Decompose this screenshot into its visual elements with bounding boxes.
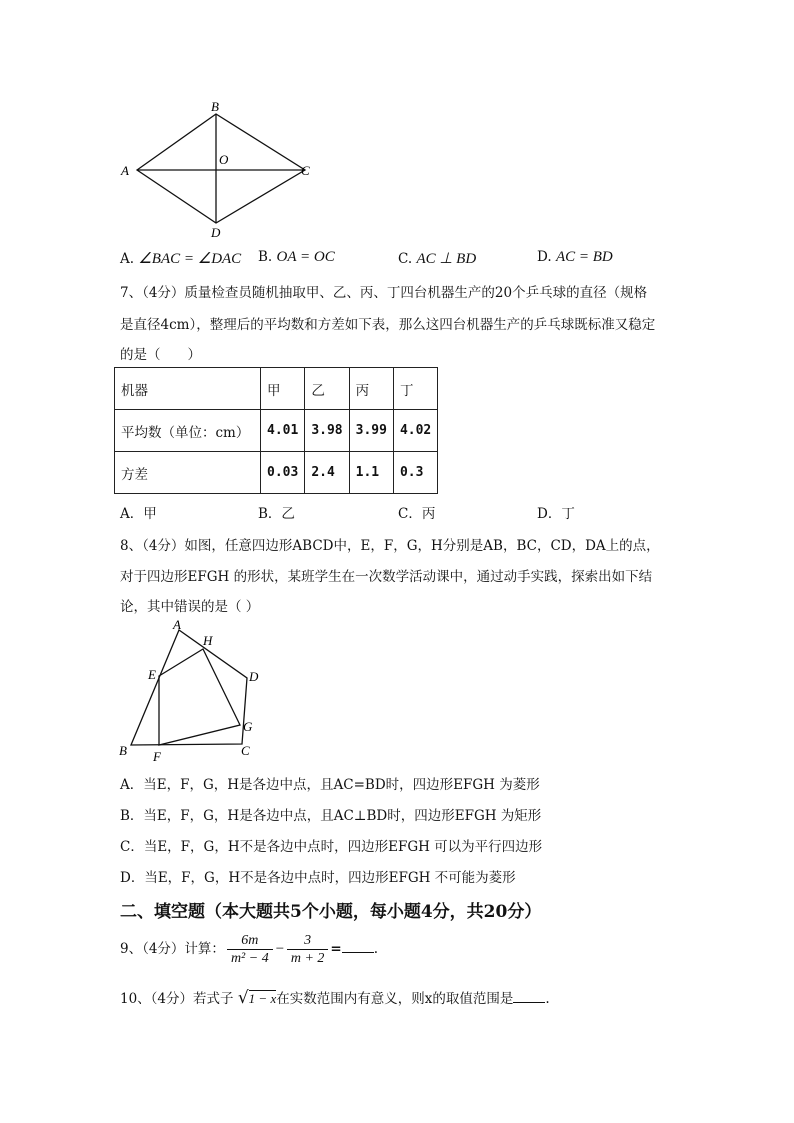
rhombus-figure xyxy=(115,95,325,240)
point-label-h: H xyxy=(203,633,213,648)
point-label-c: C xyxy=(301,163,310,178)
equals-sign: = xyxy=(330,941,342,957)
q10-end: . xyxy=(545,991,550,1007)
q10-line xyxy=(120,987,550,1008)
q7-data-table xyxy=(114,367,438,494)
table-cell: 3.99 xyxy=(349,410,393,452)
q9-line xyxy=(120,932,378,967)
q8-option-b[interactable]: B．当E，F，G，H是各边中点，且AC⊥BD时，四边形EFGH 为矩形 xyxy=(120,808,542,824)
point-label-d: D xyxy=(249,669,259,684)
table-cell: 平均数（单位：cm） xyxy=(115,410,261,452)
q7-option-c[interactable]: C．丙 xyxy=(398,506,436,522)
point-label-b: B xyxy=(211,99,219,114)
q6-option-d[interactable] xyxy=(537,249,613,266)
sqrt-expression xyxy=(238,988,276,1008)
minus-sign: − xyxy=(274,941,285,957)
section-title: 二、填空题（本大题共5个小题，每小题4分，共20分） xyxy=(120,902,542,922)
option-math: AC = BD xyxy=(555,249,613,265)
fraction-2-denominator: m + 2 xyxy=(290,951,325,966)
table-cell: 0.3 xyxy=(393,452,437,494)
q10-middle: 在实数范围内有意义，则x的取值范围是 xyxy=(276,991,514,1007)
point-label-g: G xyxy=(243,719,253,734)
table-row xyxy=(115,452,438,494)
point-label-c: C xyxy=(241,743,250,758)
table-row xyxy=(115,410,438,452)
table-cell: 4.01 xyxy=(261,410,305,452)
fraction-1-numerator: 6m xyxy=(227,932,273,950)
rhombus-outline xyxy=(137,114,305,223)
point-label-e: E xyxy=(148,667,156,682)
option-letter: A. xyxy=(120,251,135,267)
point-label-f: F xyxy=(153,749,161,764)
option-math: ∠BAC = ∠DAC xyxy=(138,251,242,267)
point-label-o: O xyxy=(219,152,229,167)
fraction-2 xyxy=(287,932,329,967)
q6-option-a[interactable] xyxy=(120,249,241,268)
quadrilateral-figure xyxy=(115,615,275,765)
option-letter: D. xyxy=(537,249,552,265)
q7-stem-line-2: 是直径4cm），整理后的平均数和方差如下表，那么这四台机器生产的乒乓球既标准又稳定 xyxy=(120,317,656,333)
option-math: OA = OC xyxy=(276,249,335,265)
sqrt-icon: √ xyxy=(237,988,249,1008)
option-math: AC ⊥ BD xyxy=(416,251,477,267)
sqrt-radicand: 1 − x xyxy=(248,991,277,1006)
q6-option-c[interactable] xyxy=(398,249,476,268)
q10-prefix: 10、（4分）若式子 xyxy=(120,991,234,1007)
q7-option-b[interactable]: B．乙 xyxy=(258,506,295,522)
point-label-a: A xyxy=(173,617,181,632)
q8-stem-line-2: 对于四边形EFGH 的形状，某班学生在一次数学活动课中，通过动手实践，探索出如下结 xyxy=(120,569,653,585)
q8-option-d[interactable]: D．当E，F，G，H不是各边中点时，四边形EFGH 不可能为菱形 xyxy=(120,870,516,886)
table-row xyxy=(115,368,438,410)
q7-option-a[interactable]: A．甲 xyxy=(120,506,157,522)
q7-stem-line-3: 的是（ ） xyxy=(120,347,201,363)
quadrilateral-efgh xyxy=(159,649,240,745)
table-cell: 方差 xyxy=(115,452,261,494)
option-letter: C. xyxy=(398,251,413,267)
table-cell: 2.4 xyxy=(305,452,349,494)
answer-blank[interactable] xyxy=(513,989,545,1003)
fraction-1-denominator: m² − 4 xyxy=(230,951,269,966)
table-cell: 丁 xyxy=(393,368,437,410)
q9-prefix: 9、（4分）计算： xyxy=(120,941,225,957)
table-cell: 甲 xyxy=(261,368,305,410)
point-label-a: A xyxy=(121,163,129,178)
table-cell: 丙 xyxy=(349,368,393,410)
point-label-b: B xyxy=(119,743,127,758)
q6-option-b[interactable] xyxy=(258,249,335,266)
q8-option-c[interactable]: C．当E，F，G，H不是各边中点时，四边形EFGH 可以为平行四边形 xyxy=(120,839,543,855)
q8-stem-line-1: 8、（4分）如图，任意四边形ABCD中，E，F，G，H分别是AB，BC，CD，DA上的点， xyxy=(120,538,660,554)
table-cell: 3.98 xyxy=(305,410,349,452)
q7-option-d[interactable]: D．丁 xyxy=(537,506,575,522)
q9-end: . xyxy=(373,941,378,957)
table-cell: 1.1 xyxy=(349,452,393,494)
fraction-2-numerator: 3 xyxy=(287,932,329,950)
q8-option-a[interactable]: A．当E，F，G，H是各边中点，且AC=BD时，四边形EFGH 为菱形 xyxy=(120,777,540,793)
fraction-1 xyxy=(227,932,273,967)
table-cell: 4.02 xyxy=(393,410,437,452)
table-cell: 乙 xyxy=(305,368,349,410)
q7-stem-line-1: 7、（4分）质量检查员随机抽取甲、乙、丙、丁四台机器生产的20个乒乓球的直径（规格 xyxy=(120,285,648,301)
answer-blank[interactable] xyxy=(342,939,374,953)
table-cell: 机器 xyxy=(115,368,261,410)
option-letter: B. xyxy=(258,249,273,265)
q8-stem-line-3: 论，其中错误的是（ ） xyxy=(120,599,260,615)
table-cell: 0.03 xyxy=(261,452,305,494)
point-label-d: D xyxy=(211,225,221,240)
